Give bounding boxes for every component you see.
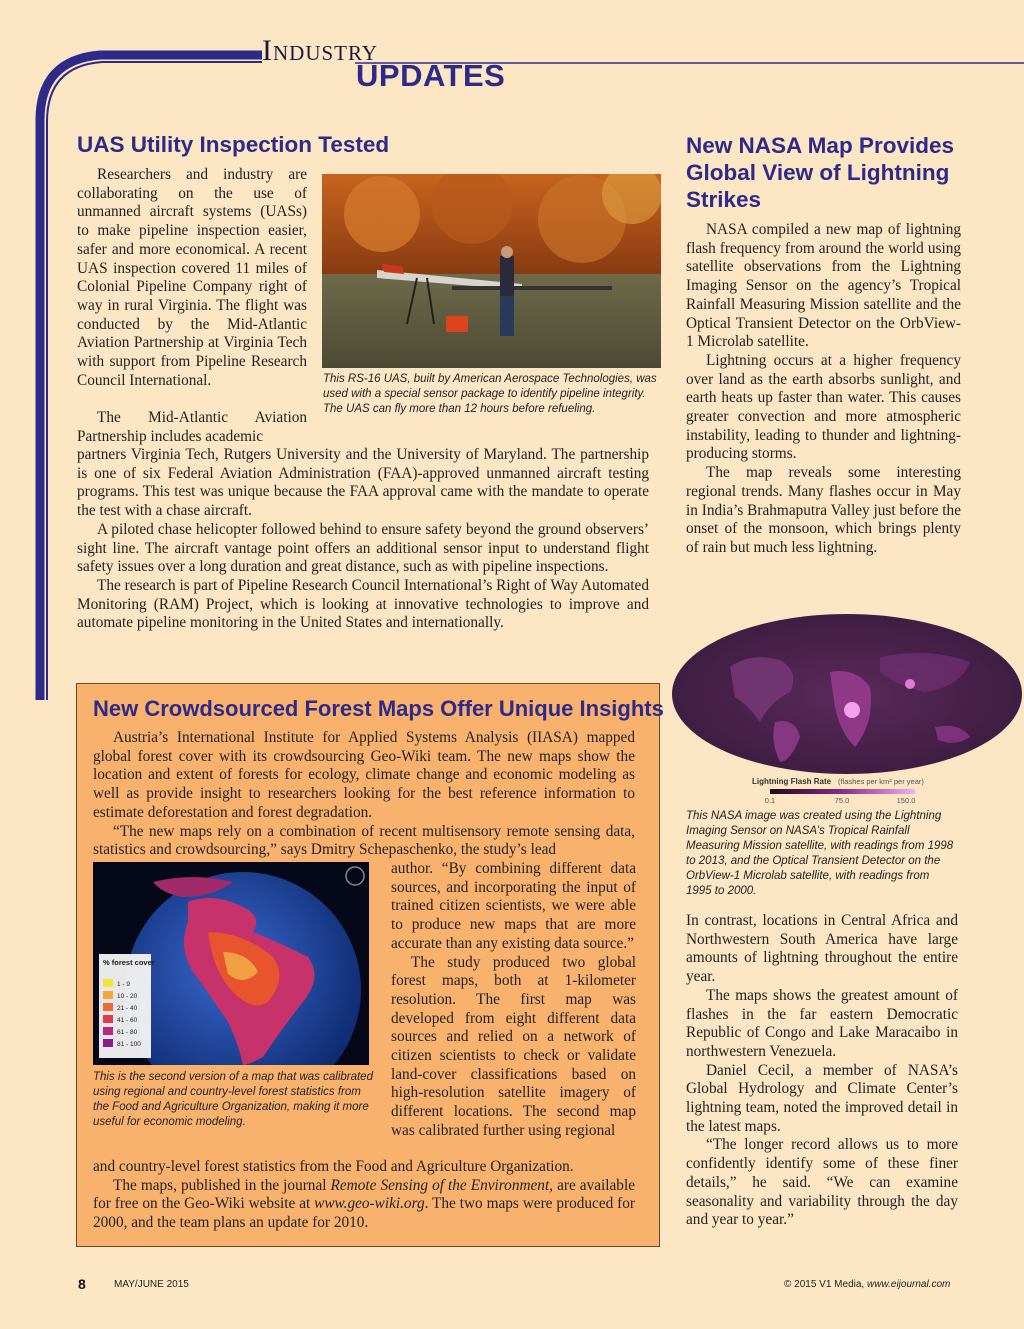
forest-legend-title: % forest cover bbox=[103, 958, 155, 967]
forest-legend-swatch bbox=[103, 1039, 113, 1047]
paragraph: partners Virginia Tech, Rutgers University and the University of Maryland. The partnership is one of six Federal Aviation Administration (FAA)-approved unmanned aircraft testing programs. This test was unique because the FAA approval came with the mandate to operate the test with a chase aircraft. bbox=[77, 446, 649, 520]
copyright-text: © 2015 V1 Media, bbox=[784, 1279, 867, 1290]
forest-legend-label: 21 - 40 bbox=[117, 1005, 138, 1012]
paragraph: The map reveals some interesting regional trends. Many flashes occur in May in India’s Brahmaputra Valley just before the onset of the monsoon, which brings plenty of rain but much less lightning. bbox=[686, 464, 961, 556]
forest-legend-label: 10 - 20 bbox=[117, 993, 138, 1000]
paragraph: The study produced two global forest maps, both at 1-kilometer resolution. The first map was developed from eight different data sources and relied on a network of citizen scientists to check or validate land-cover classifications based on high-resolution satellite imagery of different locations. The second map was calibrated further using regional bbox=[391, 953, 636, 1139]
forest-legend-label: 41 - 60 bbox=[117, 1017, 138, 1024]
paragraph: “The new maps rely on a combination of recent multisensory remote sensing data, statistics and crowdsourcing,” says Dmitry Schepaschenko, the study’s lead bbox=[93, 822, 635, 859]
page-number: 8 bbox=[78, 1276, 86, 1292]
forest-legend-label: 81 - 100 bbox=[117, 1041, 141, 1048]
article-nasa-body-top bbox=[686, 221, 961, 558]
forest-globe-image bbox=[93, 862, 369, 1065]
paragraph: NASA compiled a new map of lightning flash frequency from around the world using satellite observations from the Lightning Imaging Sensor on the agency’s Tropical Rainfall Measuring Mission satellite and the Optical Transient Detector on the OrbView-1 Microlab satellite. bbox=[686, 221, 961, 351]
lightning-legend bbox=[752, 777, 924, 805]
forest-legend-label: 61 - 80 bbox=[117, 1029, 138, 1036]
paragraph: In contrast, locations in Central Africa and Northwestern South America have large amounts of lightning throughout the entire year. bbox=[686, 912, 958, 986]
text-run: The maps, published in the journal bbox=[113, 1176, 331, 1194]
issue-date: MAY/JUNE 2015 bbox=[114, 1279, 189, 1290]
paragraph: and country-level forest statistics from the Food and Agriculture Organization. bbox=[93, 1158, 574, 1175]
lightning-legend-tick: 75.0 bbox=[834, 796, 850, 805]
forest-legend-swatch bbox=[103, 991, 113, 999]
uas-photo bbox=[322, 174, 661, 368]
journal-title: Remote Sensing of the Environment bbox=[330, 1176, 550, 1194]
paragraph: The research is part of Pipeline Research Council International’s Right of Way Automated Monitoring (RAM) Project, which is looking at innovative technologies to improve and automate pipeline monitoring in the United States and internationally. bbox=[77, 576, 649, 632]
text-run: . The two maps were produced for 2000, and the team plans an update for 2010. bbox=[93, 1195, 635, 1232]
paragraph: The maps shows the greatest amount of flashes in the far eastern Democratic Republic of Congo and Lake Maracaibo in northwestern Venezuela. bbox=[686, 986, 958, 1060]
forest-legend-swatch bbox=[103, 979, 113, 987]
paragraph: Daniel Cecil, a member of NASA’s Global Hydrology and Climate Center’s lightning team, noted the improved detail in the latest maps. bbox=[686, 1061, 958, 1135]
geo-wiki-link[interactable]: www.geo-wiki.org bbox=[314, 1195, 425, 1213]
paragraph: author. “By combining different data sources, and incorporating the input of trained citizen scientists, we were able to produce new maps that are more accurate than any existing data source.” bbox=[391, 860, 636, 952]
text-run: , are available for free on the Geo-Wiki website at bbox=[93, 1176, 635, 1213]
paragraph: Austria’s International Institute for Applied Systems Analysis (IIASA) mapped global forest cover with its crowdsourcing Geo-Wiki team. The new maps show the location and extent of forests for ecology, climate change and economic modeling as well as provide insight to researchers looking for the best reference information to estimate deforestation and forest degradation. bbox=[93, 729, 635, 821]
copyright bbox=[784, 1279, 950, 1290]
lightning-legend-tick: 150.0 bbox=[896, 796, 916, 805]
paragraph bbox=[93, 1177, 635, 1233]
article-forest-body-bottom bbox=[93, 1158, 635, 1233]
paragraph: Lightning occurs at a higher frequency over land as the earth absorbs sunlight, and earth heats up faster than water. This causes greater convection and more atmospheric instability, leading to thunder and lightning-producing storms. bbox=[686, 351, 961, 463]
lightning-legend-title: Lightning Flash Rate bbox=[752, 777, 832, 786]
forest-legend-label: 1 - 9 bbox=[117, 981, 131, 988]
forest-legend-swatch bbox=[103, 1003, 113, 1011]
site-link[interactable]: www.eijournal.com bbox=[866, 1279, 951, 1290]
lightning-map-caption: This NASA image was created using the Lightning Imaging Sensor on NASA’s Tropical Rainfall Measuring Mission satellite, with readings from 1998 to 2013, and the Optical Transient Detector on the OrbView-1 Microlab satellite, with readings from 1995 to 2000. bbox=[686, 810, 954, 897]
forest-globe-caption: This is the second version of a map that was calibrated using regional and country-level forest statistics from the Food and Agriculture Organization, making it more useful for economic modeling. bbox=[93, 1071, 373, 1128]
paragraph: The Mid-Atlantic Aviation Partnership includes academic bbox=[77, 409, 307, 445]
article-nasa-body-bottom bbox=[686, 912, 958, 1230]
forest-legend-swatch bbox=[103, 1015, 113, 1023]
article-uas-body-full bbox=[77, 446, 649, 633]
lightning-map bbox=[670, 612, 1024, 807]
article-forest-body-right bbox=[391, 860, 636, 1141]
section-label-industry: Industry bbox=[262, 34, 379, 67]
article-uas-body-left bbox=[77, 166, 307, 390]
paragraph: “The longer record allows us to more confidently identify some of these finer details,” he said. “We can examine seasonality and variability through the day and year to year.” bbox=[686, 1136, 958, 1229]
lightning-legend-units: (flashes per km² per year) bbox=[838, 777, 924, 786]
section-label-updates: UPDATES bbox=[356, 58, 506, 93]
lightning-legend-tick: 0.1 bbox=[764, 796, 776, 805]
article-nasa-title: New NASA Map Provides Global View of Lightning Strikes bbox=[686, 133, 954, 212]
article-forest-title: New Crowdsourced Forest Maps Offer Unique Insights bbox=[93, 696, 664, 721]
article-forest-body-top bbox=[93, 729, 635, 860]
article-uas-title: UAS Utility Inspection Tested bbox=[77, 132, 390, 157]
paragraph: Researchers and industry are collaborating on the use of unmanned aircraft systems (UASs) to make pipeline inspection easier, safer and more economical. A recent UAS inspection covered 11 miles of Colonial Pipeline Company right of way in rural Virginia. The flight was conducted by the Mid-Atlantic Aviation Partnership at Virginia Tech with support from Pipeline Research Council International. bbox=[77, 166, 307, 389]
article-uas-body-p2a bbox=[77, 409, 307, 446]
forest-legend-swatch bbox=[103, 1027, 113, 1035]
paragraph: A piloted chase helicopter followed behind to ensure safety beyond the ground observers’ sight line. The aircraft vantage point offers an additional sensor input to understand flight safety issues over a long duration and great distance, such as with pipeline inspections. bbox=[77, 520, 649, 576]
uas-photo-caption: This RS-16 UAS, built by American Aerospace Technologies, was used with a special sensor package to identify pipeline integrity. The UAS can fly more than 12 hours before refueling. bbox=[323, 373, 657, 415]
